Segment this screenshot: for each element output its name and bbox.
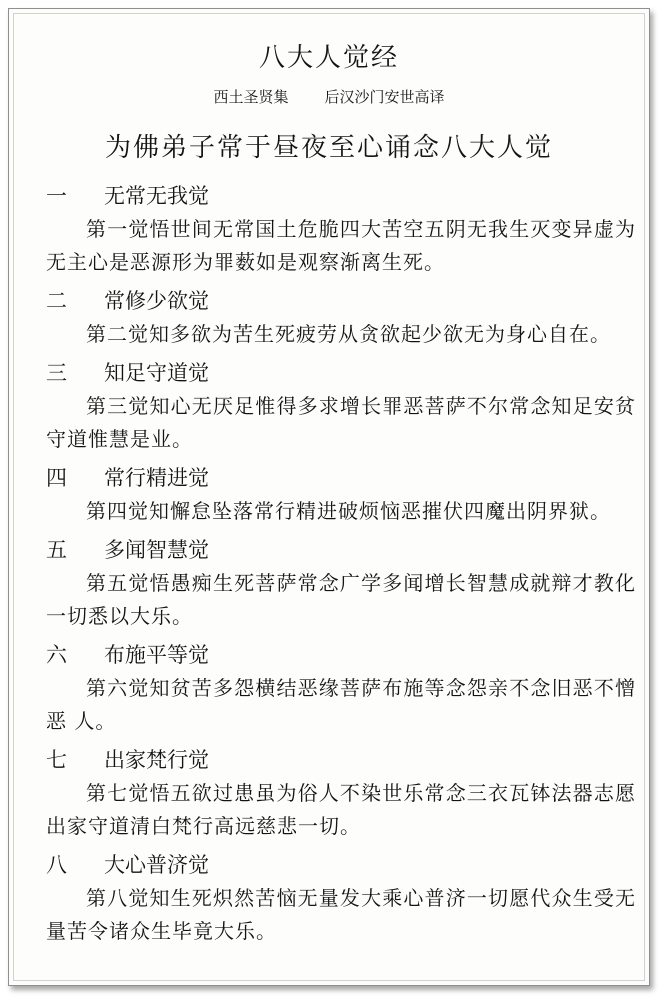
section-4 (46, 461, 636, 528)
section-2 (46, 284, 636, 351)
section-title: 布施平等觉 (104, 643, 209, 667)
section-number: 二 (46, 289, 67, 313)
section-body: 第五觉悟愚痴生死菩萨常念广学多闻增长智慧成就辩才教化一切悉以大乐。 (46, 571, 636, 628)
section-title: 出家梵行觉 (104, 748, 209, 772)
section-body: 第四觉知懈怠坠落常行精进破烦恼恶摧伏四魔出阴界狱。 (86, 499, 611, 523)
section-title: 大心普济觉 (104, 853, 209, 877)
section-number: 四 (46, 466, 67, 490)
section-8 (46, 848, 636, 948)
section-title: 常修少欲觉 (104, 289, 209, 313)
section-7 (46, 743, 636, 843)
subtitle: 为佛弟子常于昼夜至心诵念八大人觉 (104, 133, 553, 163)
section-body: 第三觉知心无厌足惟得多求增长罪恶菩萨不尔常念知足安贫守道惟慧是业。 (46, 394, 636, 451)
section-body: 第一觉悟世间无常国土危脆四大苦空五阴无我生灭变异虚为无主心是恶源形为罪薮如是观察渐离生死。 (46, 217, 636, 274)
section-body: 第六觉知贫苦多怨横结恶缘菩萨布施等念怨亲不念旧恶不憎恶 人。 (46, 676, 636, 733)
section-heading (46, 848, 636, 882)
collector-credit: 西土圣贤集 (213, 88, 289, 106)
section-heading (46, 179, 636, 213)
section-heading (46, 356, 636, 390)
section-heading (46, 743, 636, 777)
section-heading (46, 533, 636, 567)
section-title: 无常无我觉 (104, 184, 209, 208)
section-1 (46, 179, 636, 279)
section-title: 知足守道觉 (104, 361, 209, 385)
section-6 (46, 638, 636, 738)
section-body: 第八觉知生死炽然苦恼无量发大乘心普济一切愿代众生受无量苦令诸众生毕竟大乐。 (46, 886, 636, 943)
section-number: 一 (46, 184, 67, 208)
page (8, 8, 650, 986)
page-title: 八大人觉经 (258, 43, 399, 73)
section-list (46, 179, 636, 953)
translator-credit: 后汉沙门安世高译 (324, 88, 445, 106)
section-number: 六 (46, 643, 67, 667)
section-number: 七 (46, 748, 67, 772)
section-number: 三 (46, 361, 67, 385)
section-body: 第二觉知多欲为苦生死疲劳从贪欲起少欲无为身心自在。 (86, 322, 611, 346)
section-body: 第七觉悟五欲过患虽为俗人不染世乐常念三衣瓦钵法器志愿出家守道清白梵行高远慈悲一切。 (46, 781, 636, 838)
byline (9, 86, 649, 107)
section-5 (46, 533, 636, 633)
section-heading (46, 638, 636, 672)
section-heading (46, 461, 636, 495)
section-title: 多闻智慧觉 (104, 538, 209, 562)
section-3 (46, 356, 636, 456)
section-number: 八 (46, 853, 67, 877)
section-number: 五 (46, 538, 67, 562)
section-title: 常行精进觉 (104, 466, 209, 490)
section-heading (46, 284, 636, 318)
